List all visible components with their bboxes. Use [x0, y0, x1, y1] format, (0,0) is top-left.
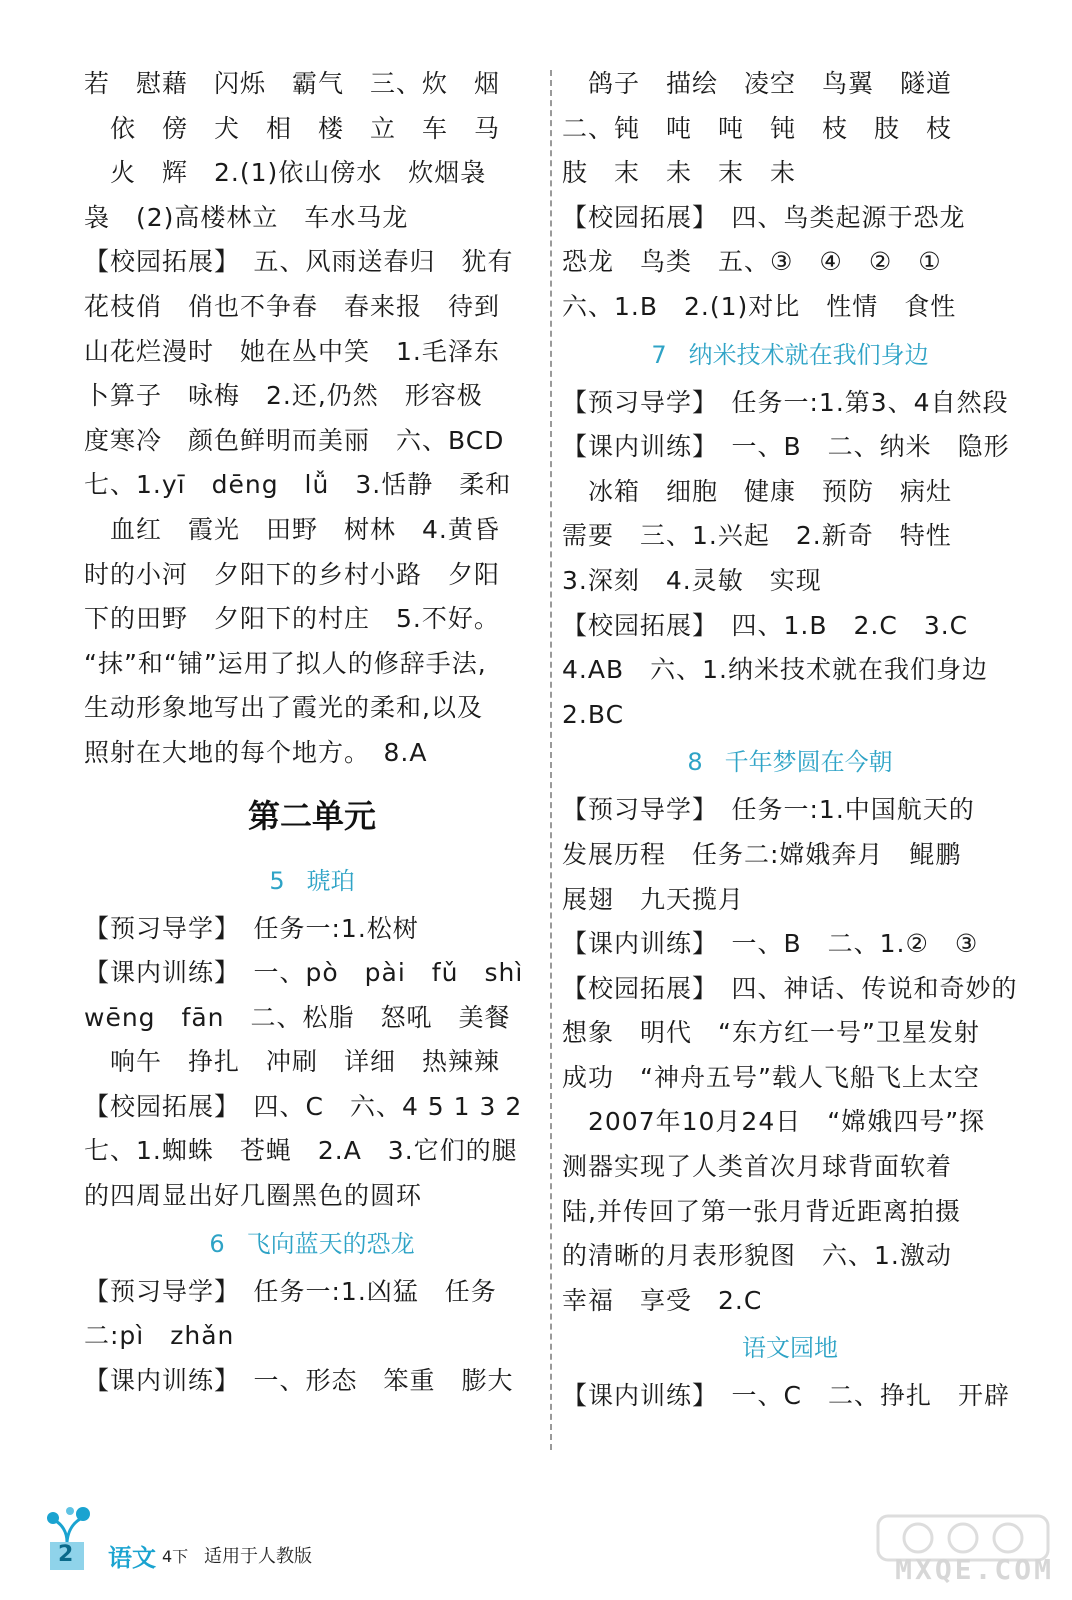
page-number: 2: [58, 1542, 74, 1567]
answer-line: 【课内训练】 一、形态 笨重 膨大: [84, 1365, 514, 1395]
right-answer-block-4: [562, 1374, 1018, 1419]
lesson-number: 5: [269, 866, 285, 895]
answer-line: 照射在大地的每个地方。 8.A: [84, 737, 428, 767]
answer-line: 的四周显出好几圈黑色的圆环: [84, 1181, 423, 1211]
edition-label: 适用于人教版: [204, 1546, 312, 1567]
answer-line: 【校园拓展】 五、风雨送春归 犹有: [84, 247, 514, 277]
answer-line: 依 傍 犬 相 楼 立 车 马: [110, 113, 501, 143]
answer-line: 下的田野 夕阳下的村庄 5.不好。: [84, 604, 500, 634]
answer-line: 的清晰的月表形貌图 六、1.激动: [562, 1241, 952, 1271]
answer-line: 【校园拓展】 四、1.B 2.C 3.C: [562, 610, 969, 640]
answer-line: 【课内训练】 一、pò pài fǔ shì: [84, 958, 524, 988]
lesson-8-heading: [562, 737, 1018, 788]
answer-line: 卜算子 咏梅 2.还,仍然 形容极: [84, 381, 483, 411]
grade-label: 4下: [162, 1547, 189, 1566]
lesson-title: 飞向蓝天的恐龙: [246, 1229, 415, 1258]
answer-line: 【课内训练】 一、B 二、1.② ③: [562, 929, 979, 959]
lesson-6-heading: [84, 1219, 540, 1270]
answer-line: 冰箱 细胞 健康 预防 病灶: [588, 476, 953, 506]
unit-title: 第二单元: [247, 796, 376, 835]
answer-line: 【课内训练】 一、B 二、纳米 隐形: [562, 432, 1010, 462]
right-answer-block-1: [562, 62, 1018, 330]
answer-line: 袅 (2)高楼林立 车水马龙: [84, 202, 409, 232]
answer-line: 需要 三、1.兴起 2.新奇 特性: [562, 521, 952, 551]
answer-line: 测器实现了人类首次月球背面软着: [562, 1152, 953, 1182]
answer-line: 发展历程 任务二:嫦娥奔月 鲲鹏: [562, 839, 962, 869]
left-column: [84, 62, 540, 1403]
answer-line: wēng fān 二、松脂 怒吼 美餐: [84, 1002, 511, 1032]
chinese-garden-heading: [562, 1323, 1018, 1374]
answer-line: 六、1.B 2.(1)对比 性情 食性: [562, 291, 957, 321]
answer-line: 2007年10月24日 “嫦娥四号”探: [588, 1107, 986, 1137]
answer-line: 陆,并传回了第一张月背近距离拍摄: [562, 1196, 961, 1226]
answer-line: 3.深刻 4.灵敏 实现: [562, 565, 822, 595]
column-divider: [550, 70, 552, 1450]
answer-line: 【预习导学】 任务一:1.凶猛 任务: [84, 1276, 497, 1306]
answer-line: 火 辉 2.(1)依山傍水 炊烟袅: [110, 158, 487, 188]
answer-line: 【预习导学】 任务一:1.中国航天的: [562, 795, 975, 825]
right-answer-block-2: [562, 381, 1018, 738]
watermark-text: MXQE.COM: [895, 1553, 1054, 1586]
answer-line: 【课内训练】 一、C 二、挣扎 开辟: [562, 1381, 1010, 1411]
lesson-number: 6: [209, 1229, 225, 1258]
lesson-5-heading: [84, 856, 540, 907]
answer-line: 展翅 九天揽月: [562, 884, 745, 914]
answer-line: 4.AB 六、1.纳米技术就在我们身边: [562, 655, 988, 685]
answer-line: 生动形象地写出了霞光的柔和,以及: [84, 693, 483, 723]
answer-line: 七、1.yī dēng lǚ 3.恬静 柔和: [84, 470, 512, 500]
answer-line: 二、钝 吨 吨 钝 枝 肢 枝: [562, 113, 953, 143]
left-answer-block-3: [84, 1270, 540, 1404]
answer-line: 鸽子 描绘 凌空 鸟翼 隧道: [588, 69, 953, 98]
lesson-number: 8: [687, 748, 703, 777]
answer-line: 血红 霞光 田野 树林 4.黄昏: [110, 514, 500, 544]
answer-line: 响午 挣扎 冲刷 详细 热辣辣: [110, 1047, 501, 1077]
lesson-number: 7: [651, 340, 667, 369]
answer-line: 恐龙 鸟类 五、③ ④ ② ①: [562, 247, 942, 277]
lesson-title: 纳米技术就在我们身边: [688, 340, 929, 369]
answer-line: 【校园拓展】 四、鸟类起源于恐龙: [562, 202, 966, 232]
answer-line: 二:pì zhǎn: [84, 1321, 235, 1351]
right-column: [562, 62, 1018, 1419]
answer-line: 肢 末 未 末 未: [562, 158, 797, 188]
lesson-7-heading: [562, 330, 1018, 381]
left-answer-block-2: [84, 907, 540, 1219]
answer-line: 七、1.蜘蛛 苍蝇 2.A 3.它们的腿: [84, 1136, 518, 1166]
lesson-title: 千年梦圆在今朝: [724, 748, 893, 777]
answer-line: 花枝俏 俏也不争春 春来报 待到: [84, 291, 501, 321]
answer-line: 【预习导学】 任务一:1.第3、4自然段: [562, 387, 1009, 417]
answer-line: 若 慰藉 闪烁 霸气 三、炊 烟: [84, 69, 501, 98]
section-title: 语文园地: [742, 1334, 838, 1363]
subject-label: 语文: [108, 1544, 156, 1572]
answer-line: 【预习导学】 任务一:1.松树: [84, 913, 419, 943]
page-footer: [38, 1502, 458, 1572]
answer-line: 【校园拓展】 四、C 六、4 5 1 3 2: [84, 1091, 523, 1121]
answer-line: “抹”和“铺”运用了拟人的修辞手法,: [84, 648, 487, 678]
watermark-logo: [868, 1512, 1058, 1592]
answer-line: 想象 明代 “东方红一号”卫星发射: [562, 1018, 980, 1048]
answer-line: 幸福 享受 2.C: [562, 1285, 763, 1315]
answer-line: 2.BC: [562, 699, 625, 729]
lesson-title: 琥珀: [306, 866, 355, 895]
right-answer-block-3: [562, 788, 1018, 1323]
left-answer-block-1: [84, 62, 540, 776]
answer-line: 度寒冷 颜色鲜明而美丽 六、BCD: [84, 425, 505, 455]
answer-line: 山花烂漫时 她在丛中笑 1.毛泽东: [84, 336, 500, 366]
answer-line: 成功 “神舟五号”载人飞船飞上太空: [562, 1062, 980, 1092]
answer-line: 【校园拓展】 四、神话、传说和奇妙的: [562, 973, 1018, 1003]
answer-line: 时的小河 夕阳下的乡村小路 夕阳: [84, 559, 501, 589]
